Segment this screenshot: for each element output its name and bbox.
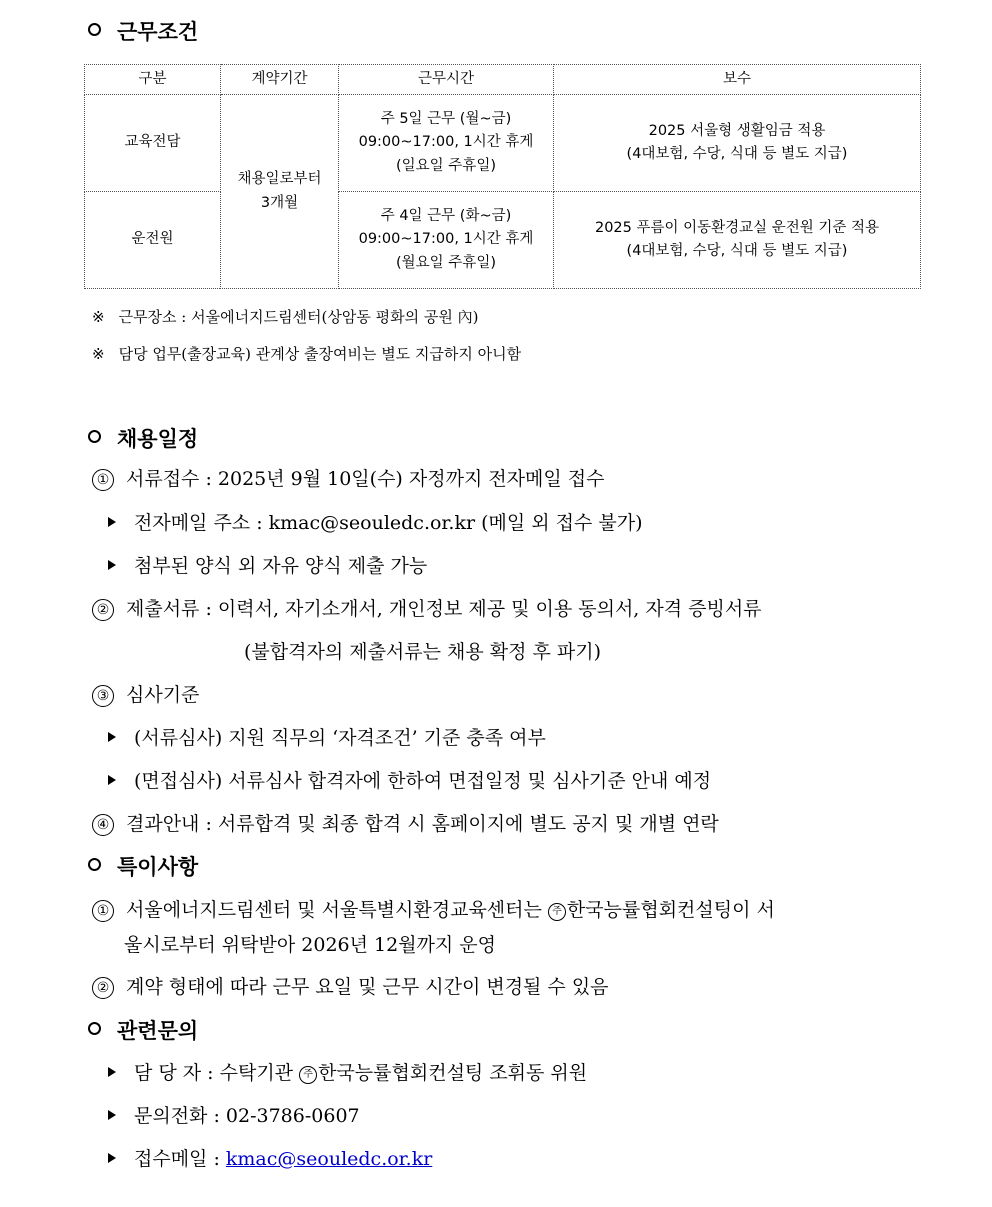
schedule-item-2-cont: (불합격자의 제출서류는 채용 확정 후 파기) xyxy=(244,641,602,663)
cell-period: 채용일로부터 3개월 xyxy=(221,95,339,289)
triangle-bullet-icon xyxy=(108,1110,116,1120)
triangle-bullet-icon xyxy=(108,560,116,570)
note-travel: ※ 담당 업무(출장교육) 관계상 출장여비는 별도 지급하지 아니함 xyxy=(92,345,522,363)
header-hours: 근무시간 xyxy=(339,65,554,95)
circle-bullet-icon xyxy=(88,858,101,871)
special-item-1-cont: 울시로부터 위탁받아 2026년 12월까지 운영 xyxy=(124,934,496,956)
inquiry-email: 접수메일 : kmac@seouledc.or.kr xyxy=(108,1144,432,1171)
table-row xyxy=(85,95,921,192)
table-header-row xyxy=(85,65,921,95)
special-item-2: ② 계약 형태에 따라 근무 요일 및 근무 시간이 변경될 수 있음 xyxy=(92,972,609,999)
schedule-item-1-sub-1: 전자메일 주소 : kmac@seouledc.or.kr (메일 외 접수 불가) xyxy=(108,508,643,535)
header-period: 계약기간 xyxy=(221,65,339,95)
section-title-schedule: 채용일정 xyxy=(88,423,198,453)
inquiry-manager: 담 당 자 : 수탁기관 주 한국능률협회컨설팅 조휘동 위원 xyxy=(108,1058,587,1085)
section-title-conditions: 근무조건 xyxy=(88,16,198,46)
header-category: 구분 xyxy=(85,65,221,95)
cell-hours: 주 4일 근무 (화~금) 09:00~17:00, 1시간 휴게 (월요일 주휴일) xyxy=(339,192,554,289)
note-location: ※ 근무장소 : 서울에너지드림센터(상암동 평화의 공원 內) xyxy=(92,308,479,326)
ju-circled-mark: 주 xyxy=(548,903,566,921)
circle-bullet-icon xyxy=(88,1022,101,1035)
cell-category: 교육전담 xyxy=(85,95,221,192)
table-row xyxy=(85,192,921,289)
schedule-item-3-sub-2: (면접심사) 서류심사 합격자에 한하여 면접일정 및 심사기준 안내 예정 xyxy=(108,766,711,793)
schedule-item-3: ③ 심사기준 xyxy=(92,680,199,707)
triangle-bullet-icon xyxy=(108,1153,116,1163)
ju-circled-mark: 주 xyxy=(299,1066,317,1084)
triangle-bullet-icon xyxy=(108,775,116,785)
schedule-item-1-sub-2: 첨부된 양식 외 자유 양식 제출 가능 xyxy=(108,551,427,578)
triangle-bullet-icon xyxy=(108,732,116,742)
section-title-inquiry: 관련문의 xyxy=(88,1015,198,1045)
header-pay: 보수 xyxy=(554,65,921,95)
inquiry-phone: 문의전화 : 02-3786-0607 xyxy=(108,1101,360,1128)
cell-pay: 2025 서울형 생활임금 적용 (4대보험, 수당, 식대 등 별도 지급) xyxy=(554,95,921,192)
cell-hours: 주 5일 근무 (월~금) 09:00~17:00, 1시간 휴게 (일요일 주휴일) xyxy=(339,95,554,192)
circle-bullet-icon xyxy=(88,23,101,36)
triangle-bullet-icon xyxy=(108,517,116,527)
schedule-item-1: ① 서류접수 : 2025년 9월 10일(수) 자정까지 전자메일 접수 xyxy=(92,464,605,491)
email-link[interactable]: kmac@seouledc.or.kr xyxy=(225,1148,433,1170)
cell-pay: 2025 푸름이 이동환경교실 운전원 기준 적용 (4대보험, 수당, 식대 등 별도 지급) xyxy=(554,192,921,289)
schedule-item-3-sub-1: (서류심사) 지원 직무의 ‘자격조건’ 기준 충족 여부 xyxy=(108,723,546,750)
circle-bullet-icon xyxy=(88,430,101,443)
conditions-table xyxy=(84,64,921,289)
section-title-special: 특이사항 xyxy=(88,851,198,881)
cell-category: 운전원 xyxy=(85,192,221,289)
schedule-item-2: ② 제출서류 : 이력서, 자기소개서, 개인정보 제공 및 이용 동의서, 자격 증빙서류 xyxy=(92,594,762,621)
special-item-1: ① 서울에너지드림센터 및 서울특별시환경교육센터는 주 한국능률협회컨설팅이 서 xyxy=(92,895,775,922)
triangle-bullet-icon xyxy=(108,1067,116,1077)
schedule-item-4: ④ 결과안내 : 서류합격 및 최종 합격 시 홈페이지에 별도 공지 및 개별 연락 xyxy=(92,809,719,836)
